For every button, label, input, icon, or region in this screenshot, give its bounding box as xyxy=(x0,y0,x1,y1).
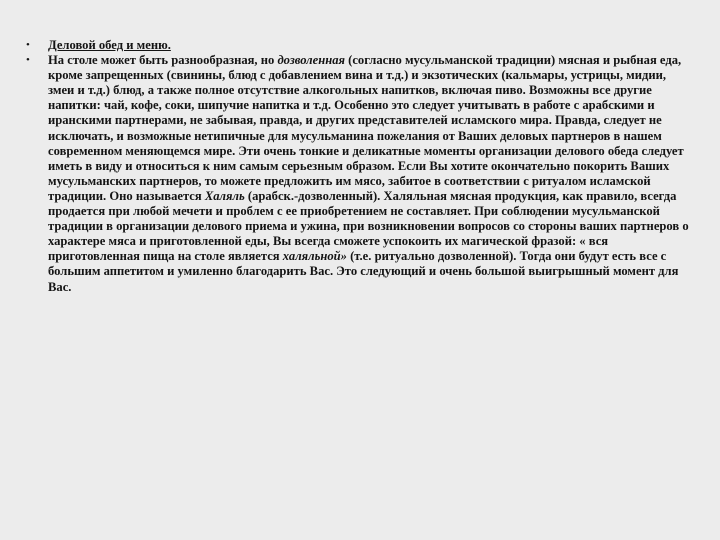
paragraph-italic-halal: Халяль xyxy=(204,188,245,203)
bullet-paragraph xyxy=(26,53,694,295)
paragraph-italic-dozvolennaya: дозволенная xyxy=(277,53,345,68)
paragraph-italic-halalnoy: халяльной» xyxy=(282,249,347,264)
bullet-dot-icon: • xyxy=(26,54,30,67)
paragraph-text-1: На столе может быть разнообразная, но xyxy=(48,53,278,68)
bullet-heading xyxy=(26,38,694,53)
bullet-dot-icon: • xyxy=(26,39,30,51)
paragraph-text-4: (т.е. ритуально дозволенной). Тогда они будут есть все с большим аппетитом и умиленно благодарить Вас. Это следующий и очень большой выигрышный момент для Вас. xyxy=(48,249,679,294)
heading-text: Деловой обед и меню. xyxy=(48,38,171,52)
paragraph-text-2: (согласно мусульманской традиции) мясная и рыбная еда, кроме запрещенных (свинины, блюд с добавлением вина и т.д.) и экзотических (кальмары, устрицы, мидии, змеи и т.д.) блюд, а также полное отсутствие алкогольных напитков, включая пиво. Возможны все другие напитки: чай, кофе, соки, шипучие напитка и т.д. Особенно это следует учитывать в работе с арабскими и иранскими партнерами, не забывая, правда, и других представителей исламского мира. Правда, следует не исключать, и возможные нетипичные для мусульманина пожелания от Ваших деловых партнеров в нашем современном меняющемся мире. Эти очень тонкие и деликатные моменты организации делового обеда следует иметь в виду и относиться к ним самым серьезным образом. Если Вы хотите окончательно покорить Ваших мусульманских партнеров, то можете предложить им мясо, забитое в соответствии с ритуалом исламской традиции. Оно называется xyxy=(48,53,684,203)
bullet-list xyxy=(26,38,694,295)
paragraph-text-3: (арабск.-дозволенный). Халяльная мясная продукция, как правило, всегда продается при любой мечети и проблем с ее приобретением не составляет. При соблюдении мусульманской традиции в организации делового приема и ужина, при возникновении вопросов со стороны ваших партнеров о характере мяса и приготовленной еды, Вы всегда сможете успокоить их магической фразой: « вся приготовленная пища на столе является xyxy=(48,188,689,264)
